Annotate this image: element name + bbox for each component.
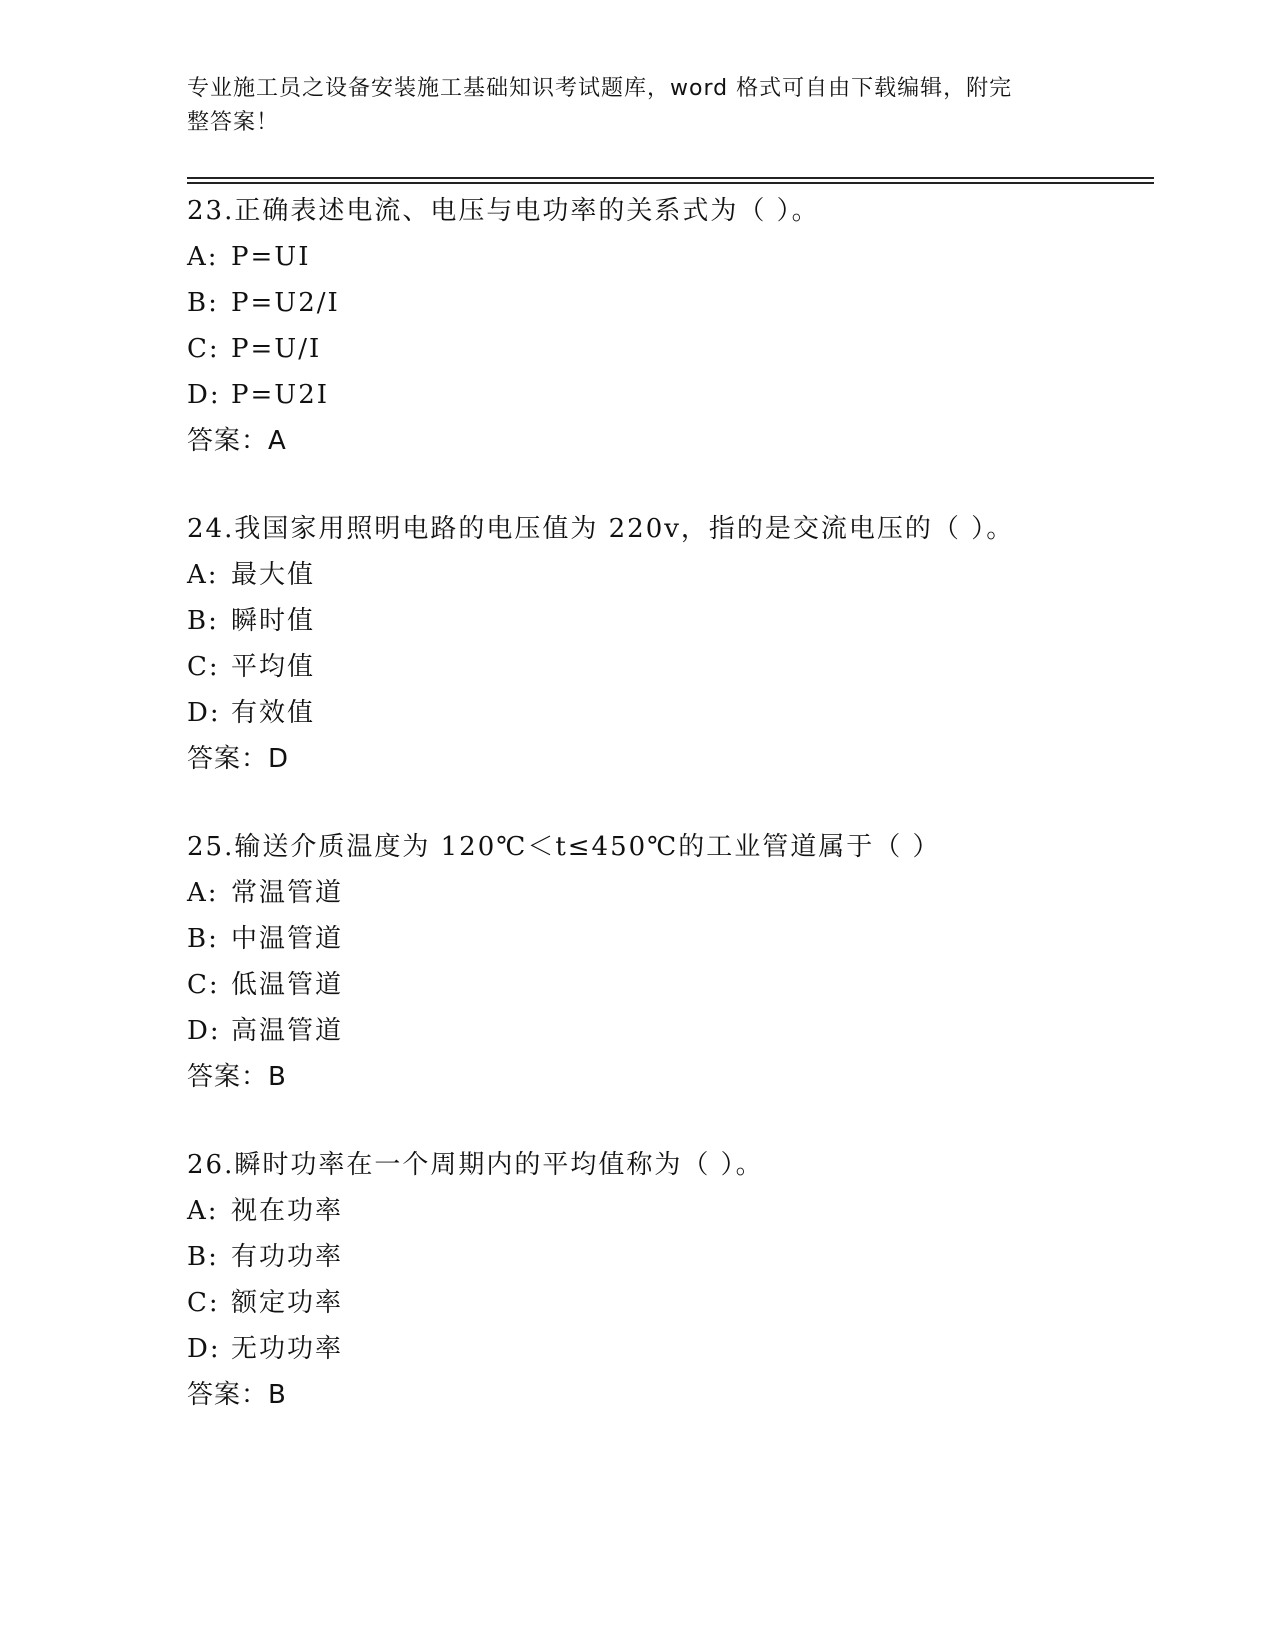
question-24: [187, 506, 1147, 782]
option-letter: A:: [187, 242, 219, 272]
option-d: [187, 690, 1147, 736]
option-a: [187, 552, 1147, 598]
answer-line: 答案：A: [187, 426, 287, 456]
option-text: 最大值: [231, 560, 316, 590]
question-text: 23.正确表述电流、电压与电功率的关系式为（ ）。: [187, 196, 820, 226]
option-text: 中温管道: [231, 924, 344, 954]
option-d: [187, 372, 1147, 418]
option-d: [187, 1326, 1147, 1372]
option-text: P=U2I: [231, 380, 330, 410]
question-text: 26.瞬时功率在一个周期内的平均值称为（ ）。: [187, 1150, 764, 1180]
question-23: [187, 188, 1147, 464]
option-text: 有效值: [231, 698, 316, 728]
option-letter: D:: [187, 698, 221, 728]
option-d: [187, 1008, 1147, 1054]
option-a: [187, 870, 1147, 916]
option-text: 有功功率: [231, 1242, 344, 1272]
option-text: P=UI: [231, 242, 311, 272]
option-letter: B:: [187, 1242, 219, 1272]
option-text: 视在功率: [231, 1196, 344, 1226]
option-letter: B:: [187, 288, 219, 318]
option-text: P=U2/I: [231, 288, 340, 318]
option-text: 常温管道: [231, 878, 344, 908]
header-line-1: 专业施工员之设备安装施工基础知识考试题库，word 格式可自由下载编辑，附完: [187, 76, 1013, 101]
option-letter: D:: [187, 1016, 221, 1046]
option-text: 额定功率: [231, 1288, 344, 1318]
option-letter: A:: [187, 560, 219, 590]
question-text: 25.输送介质温度为 120℃＜t≤450℃的工业管道属于（ ）: [187, 832, 941, 862]
question-26: [187, 1142, 1147, 1418]
option-text: 平均值: [231, 652, 316, 682]
option-letter: C:: [187, 652, 220, 682]
option-text: 高温管道: [231, 1016, 344, 1046]
option-text: P=U/I: [231, 334, 322, 364]
option-letter: D:: [187, 1334, 221, 1364]
option-b: [187, 916, 1147, 962]
option-text: 瞬时值: [231, 606, 316, 636]
option-b: [187, 598, 1147, 644]
option-text: 无功功率: [231, 1334, 344, 1364]
header-divider-bottom: [187, 182, 1154, 184]
option-letter: D:: [187, 380, 221, 410]
option-letter: C:: [187, 334, 220, 364]
header-divider-top: [187, 177, 1154, 179]
answer-line: 答案：B: [187, 1062, 287, 1092]
option-letter: A:: [187, 1196, 219, 1226]
option-b: [187, 1234, 1147, 1280]
option-letter: A:: [187, 878, 219, 908]
option-b: [187, 280, 1147, 326]
option-letter: C:: [187, 1288, 220, 1318]
answer-line: 答案：B: [187, 1380, 287, 1410]
option-letter: B:: [187, 606, 219, 636]
document-header: [187, 72, 1067, 140]
option-text: 低温管道: [231, 970, 344, 1000]
option-letter: B:: [187, 924, 219, 954]
option-c: [187, 644, 1147, 690]
option-c: [187, 1280, 1147, 1326]
option-letter: C:: [187, 970, 220, 1000]
option-c: [187, 326, 1147, 372]
option-c: [187, 962, 1147, 1008]
answer-line: 答案：D: [187, 744, 290, 774]
header-line-2: 整答案！: [187, 110, 280, 135]
option-a: [187, 1188, 1147, 1234]
question-25: [187, 824, 1147, 1100]
question-text: 24.我国家用照明电路的电压值为 220v，指的是交流电压的（ ）。: [187, 514, 1015, 544]
option-a: [187, 234, 1147, 280]
